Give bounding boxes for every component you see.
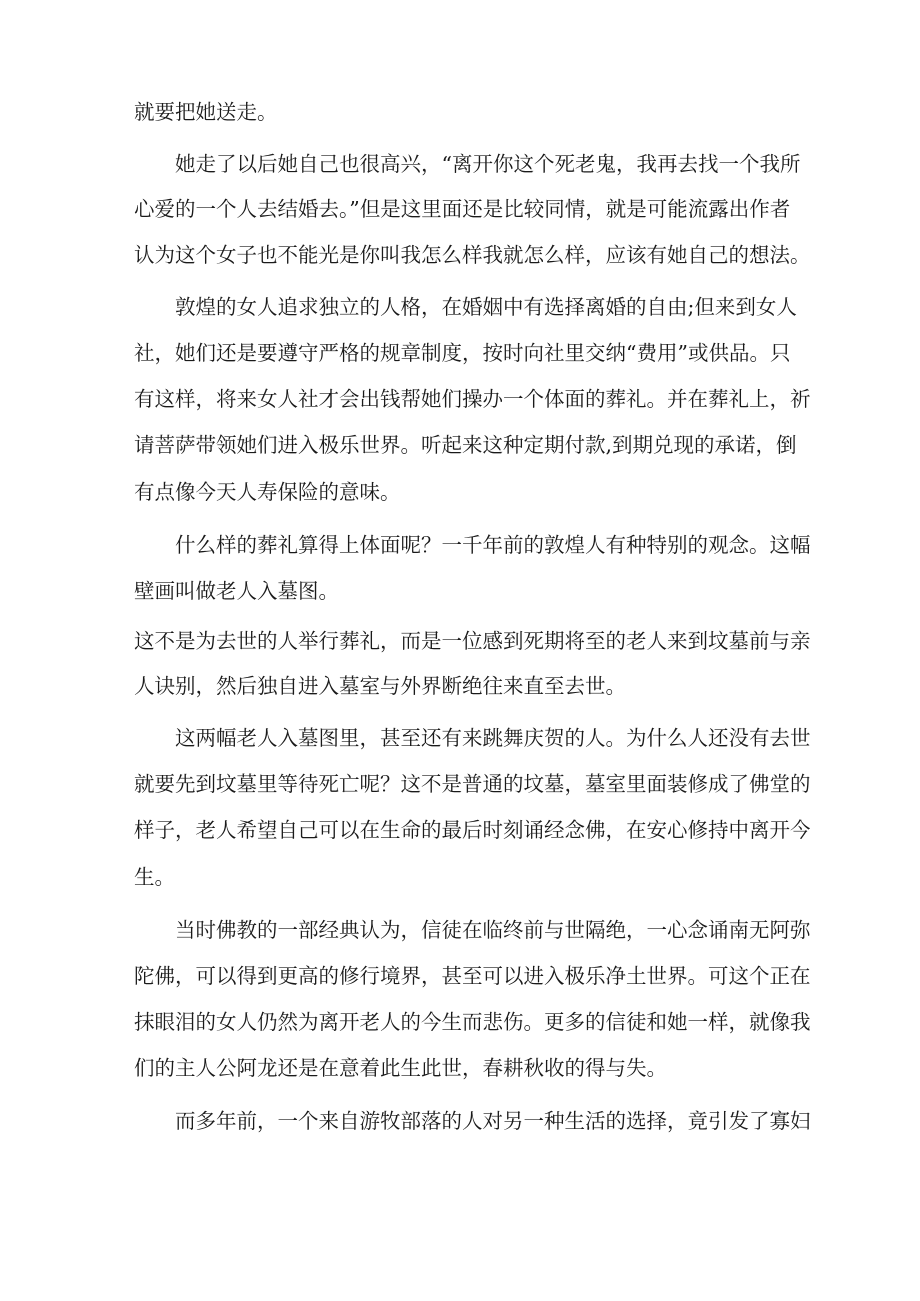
paragraph-first-line: 当时佛教的一部经典认为，信徒在临终前与世隔绝，一心念诵南无阿弥: [175, 918, 811, 942]
text-line: 心爱的一个人去结婚去。”但是这里面还是比较同情，就是可能流露出作者: [134, 197, 791, 221]
text-line: 就要先到坟墓里等待死亡呢？这不是普通的坟墓，墓室里面装修成了佛堂的: [134, 772, 811, 796]
text-line: 壁画叫做老人入墓图。: [134, 579, 339, 603]
text-line: 就要把她送走。: [134, 100, 278, 124]
text-line: 样子，老人希望自己可以在生命的最后时刻诵经念佛，在安心修持中离开今: [134, 818, 811, 842]
text-line: 们的主人公阿龙还是在意着此生此世，春耕秋收的得与失。: [134, 1056, 667, 1080]
text-line: 人诀别，然后独自进入墓室与外界断绝往来直至去世。: [134, 674, 626, 698]
text-line: 抹眼泪的女人仍然为离开老人的今生而悲伤。更多的信徒和她一样，就像我: [134, 1010, 811, 1034]
text-line: 生。: [134, 865, 175, 889]
paragraph-first-line: 这两幅老人入墓图里，甚至还有来跳舞庆贺的人。为什么人还没有去世: [175, 726, 811, 750]
text-line: 请菩萨带领她们进入极乐世界。听起来这种定期付款,到期兑现的承诺，倒: [134, 433, 797, 457]
text-line: 有这样，将来女人社才会出钱帮她们操办一个体面的葬礼。并在葬礼上，祈: [134, 387, 811, 411]
text-line: 陀佛，可以得到更高的修行境界，甚至可以进入极乐净土世界。可这个正在: [134, 964, 811, 988]
text-line: 有点像今天人寿保险的意味。: [134, 480, 401, 504]
text-line: 社，她们还是要遵守严格的规章制度，按时向社里交纳“费用”或供品。只: [134, 341, 791, 365]
paragraph-first-line: 敦煌的女人追求独立的人格，在婚姻中有选择离婚的自由;但来到女人: [175, 295, 797, 319]
text-line: 这不是为去世的人举行葬礼，而是一位感到死期将至的老人来到坟墓前与亲: [134, 629, 811, 653]
paragraph-first-line: 而多年前，一个来自游牧部落的人对另一种生活的选择，竟引发了寡妇: [175, 1109, 811, 1133]
paragraph-first-line: 什么样的葬礼算得上体面呢？一千年前的敦煌人有种特别的观念。这幅: [175, 533, 811, 557]
text-line: 认为这个女子也不能光是你叫我怎么样我就怎么样，应该有她自己的想法。: [134, 243, 811, 267]
paragraph-first-line: 她走了以后她自己也很高兴，“离开你这个死老鬼，我再去找一个我所: [175, 152, 801, 176]
